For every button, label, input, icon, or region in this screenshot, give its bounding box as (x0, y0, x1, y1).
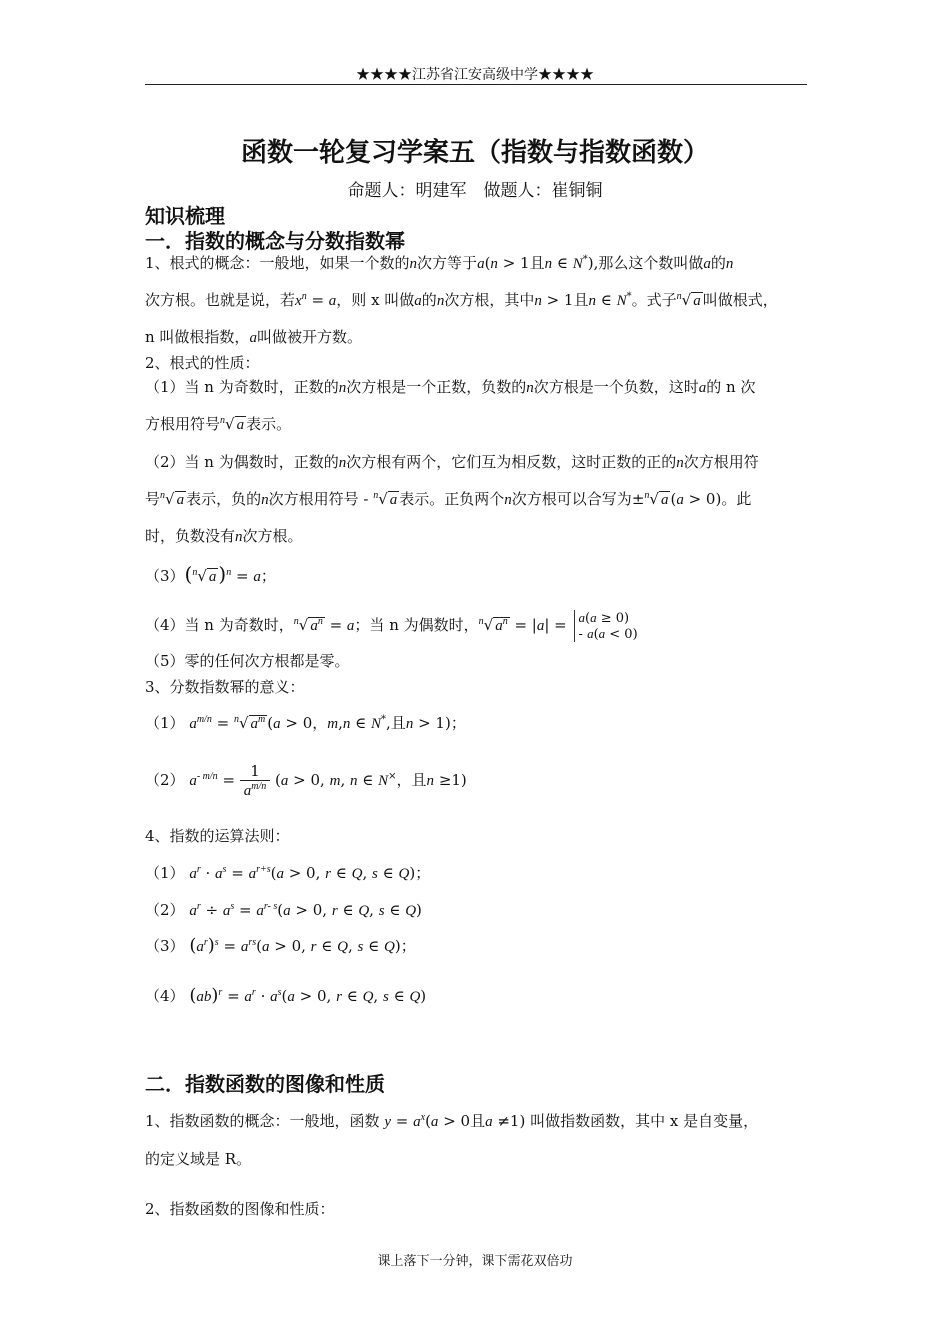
exponent-rule-4: （4） $(ab)^r = a^r \cdot a^s(a > 0$, r ∈ Q, s ∈ Q) (145, 985, 427, 1006)
section-2-heading: 二．指数函数的图像和性质 (145, 1072, 385, 1096)
exp-function-definition-line-1: 1、指数函数的概念：一般地，函数 $y = a^x(a > 0$且a ≠1) 叫做指数函数，其中 x 是自变量， (145, 1112, 759, 1130)
property-1-line-2: 方根用符号$^n$√ a 表示。 (145, 415, 292, 433)
page-footer: 课上落下一分钟，课下需花双倍功 (377, 1254, 573, 1269)
property-2-line-1: （2）当 n 为偶数时，正数的n次方根有两个，它们互为相反数，这时正数的正的n次方根用符 (145, 453, 759, 471)
exponent-rules-heading: 4、指数的运算法则： (145, 827, 290, 845)
radical-definition-line-3: n 叫做根指数，a叫做被开方数。 (145, 328, 362, 346)
authors-line: 命题人：明建军 做题人：崔铜铜 (347, 181, 603, 201)
exponent-rule-2: （2） $a^r \div a^s = a^{r- s}(a > 0$, r ∈ Q, s ∈ Q) (145, 901, 422, 919)
overview-heading: 知识梳理 (145, 204, 225, 228)
property-2-line-3: 时，负数没有n次方根。 (145, 527, 303, 545)
fractional-exponent-heading: 3、分数指数幂的意义： (145, 678, 305, 696)
property-1-line-1: （1）当 n 为奇数时，正数的n次方根是一个正数，负数的n次方根是一个负数，这时a的 n 次 (145, 378, 756, 396)
fractional-exponent-2: （2） $a^{- m/n}$ = $\frac{1}{a^{m/n}}$ (a > 0, m, n ∈ N×，且n ≥1) (145, 762, 467, 799)
property-3: （3）($^n$√ a )$^n$ = a； (145, 562, 276, 586)
exp-function-definition-line-2: 的定义域是 R。 (145, 1150, 252, 1168)
document-title: 函数一轮复习学案五（指数与指数函数） (240, 138, 709, 168)
header-rule (145, 84, 807, 85)
exp-function-graph-heading: 2、指数函数的图像和性质： (145, 1200, 335, 1218)
radical-properties-heading: 2、根式的性质： (145, 354, 260, 372)
section-1-heading: 一．指数的概念与分数指数幂 (145, 229, 405, 253)
page-header: ★★★★江苏省江安高级中学★★★★ (356, 67, 594, 83)
exponent-rule-1: （1） $a^r \cdot a^s = a^{r+s}(a > 0$, r ∈ Q, s ∈ Q)； (145, 864, 431, 882)
property-2-line-2: 号$^n$√ a 表示，负的n次方根用符号 - $^n$√ a 表示。正负两个n次方根可以合写为±$^n$√ a (a > 0)。此 (145, 490, 752, 508)
radical-definition-line-1: 1、根式的概念：一般地，如果一个数的n次方等于a(n > 1且n ∈ N*),那么这个数叫做a的n (145, 254, 734, 272)
exponent-rule-3: （3） $(a^r)^s = a^{rs}(a > 0$, r ∈ Q, s ∈ Q)； (145, 935, 416, 956)
property-4: （4）当 n 为奇数时，$^n$√ $a^n = a$；当 n 为偶数时，$^n$√ $a^n = |a| = a(a \ge 0)$ - a(a < 0) (145, 610, 638, 642)
property-5: （5）零的任何次方根都是零。 (145, 652, 350, 670)
fractional-exponent-1: （1） $a^{m/n} = ^n√$ $a^m$ (a > 0，m,n ∈ N*,且n > 1)； (145, 714, 466, 732)
radical-definition-line-2: 次方根。也就是说，若$x^n = a$，则 x 叫做a的n次方根，其中n > 1且n ∈ N*。式子$^n$√ a 叫做根式， (145, 291, 778, 309)
